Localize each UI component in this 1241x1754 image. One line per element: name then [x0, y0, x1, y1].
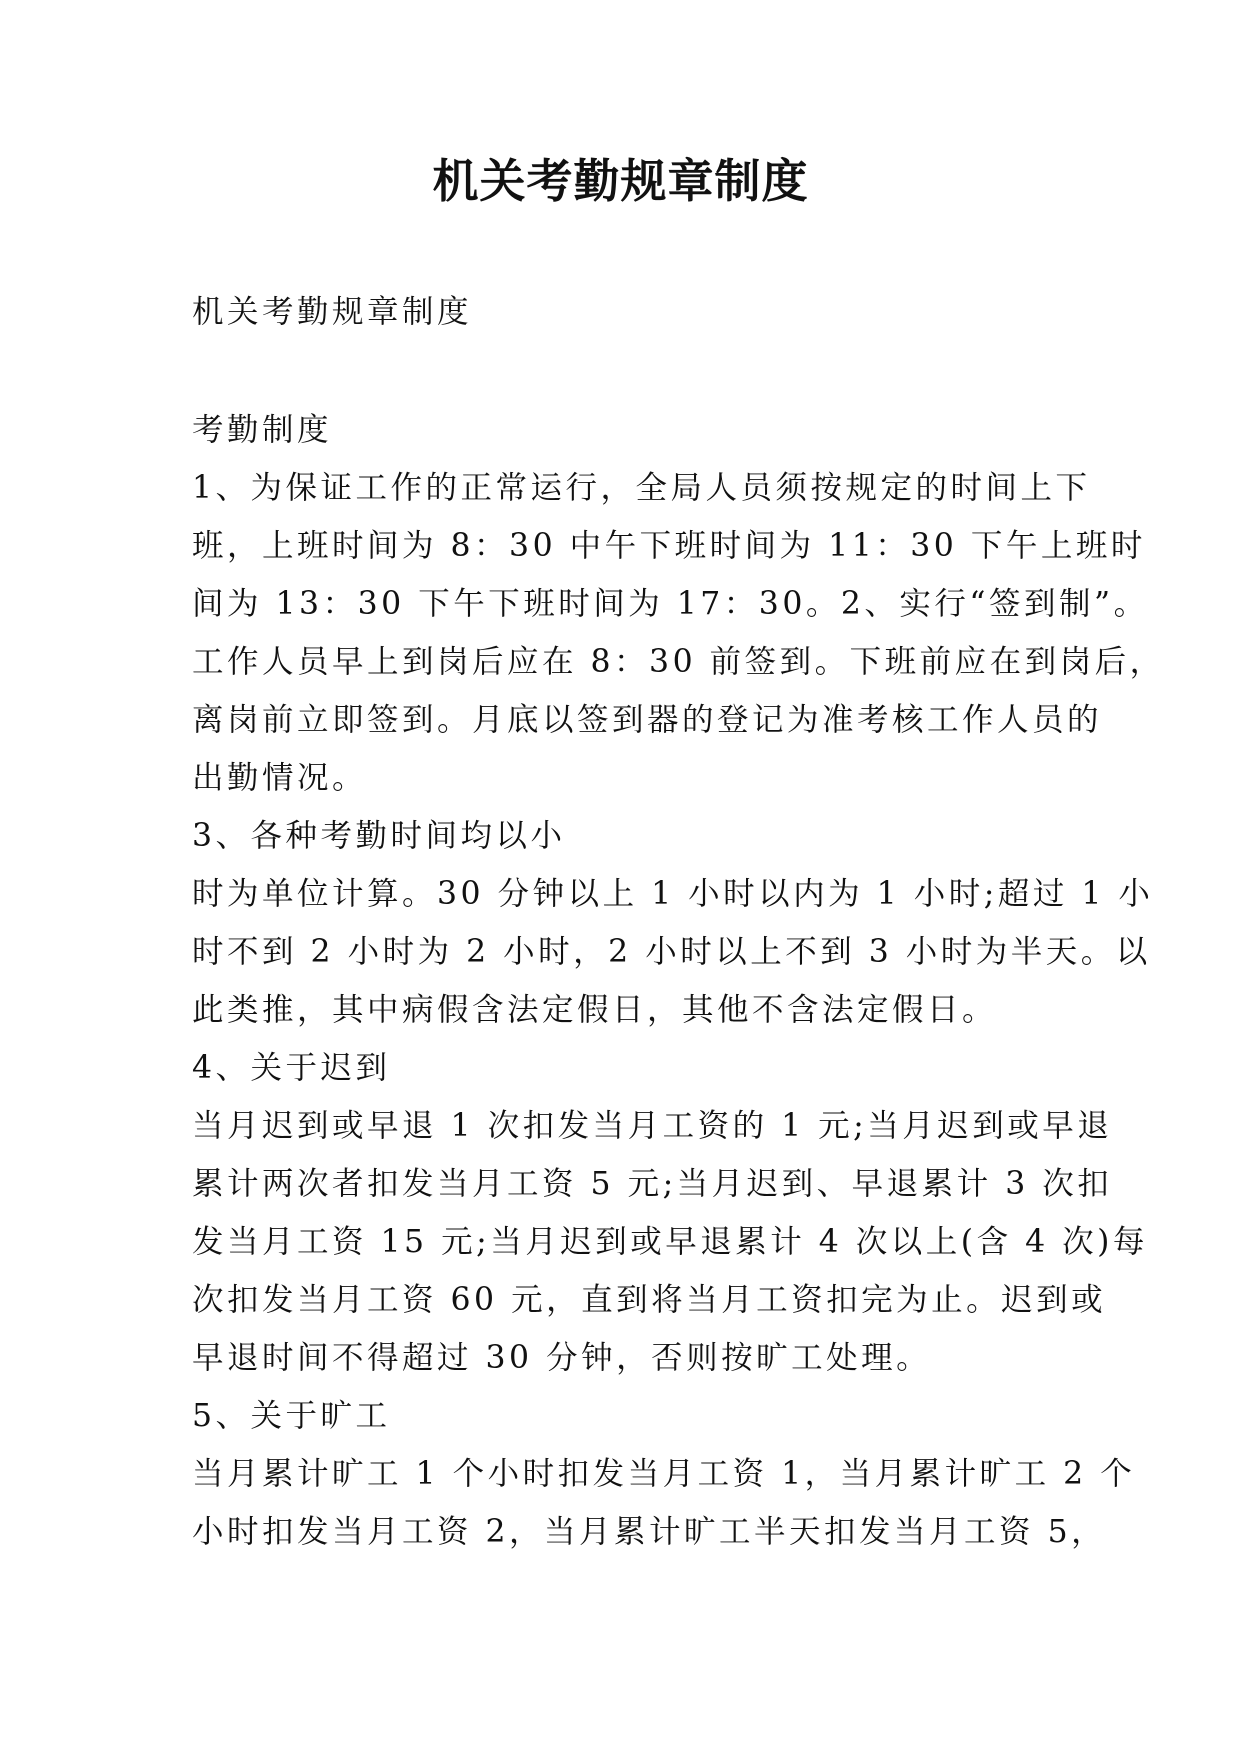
body-line: 1、为保证工作的正常运行，全局人员须按规定的时间上下 [192, 470, 1091, 506]
section-heading: 考勤制度 [192, 412, 333, 448]
body-line: 时为单位计算。30 分钟以上 1 小时以内为 1 小时;超过 1 小 [192, 876, 1154, 912]
body-line: 早退时间不得超过 30 分钟，否则按旷工处理。 [192, 1340, 932, 1376]
body-line: 累计两次者扣发当月工资 5 元;当月迟到、早退累计 3 次扣 [192, 1166, 1113, 1202]
document-body [192, 283, 1165, 1561]
body-line: 次扣发当月工资 60 元，直到将当月工资扣完为止。迟到或 [192, 1282, 1107, 1318]
body-line: 工作人员早上到岗后应在 8：30 前签到。下班前应在到岗后， [192, 644, 1165, 680]
body-line: 当月累计旷工 1 个小时扣发当月工资 1，当月累计旷工 2 个 [192, 1456, 1136, 1492]
document-title: 机关考勤规章制度 [432, 154, 809, 208]
document-subtitle: 机关考勤规章制度 [192, 294, 473, 330]
body-line: 发当月工资 15 元;当月迟到或早退累计 4 次以上(含 4 次)每 [192, 1224, 1148, 1260]
item-heading: 3、各种考勤时间均以小 [192, 818, 566, 854]
body-line: 间为 13：30 下午下班时间为 17：30。2、实行“签到制”。 [192, 586, 1149, 622]
body-line: 此类推，其中病假含法定假日，其他不含法定假日。 [192, 992, 998, 1028]
body-line: 出勤情况。 [192, 760, 368, 796]
body-line: 离岗前立即签到。月底以签到器的登记为准考核工作人员的 [192, 702, 1103, 738]
body-line: 时不到 2 小时为 2 小时，2 小时以上不到 3 小时为半天。以 [192, 934, 1151, 970]
body-line: 班，上班时间为 8：30 中午下班时间为 11：30 下午上班时 [192, 528, 1146, 564]
body-line: 当月迟到或早退 1 次扣发当月工资的 1 元;当月迟到或早退 [192, 1108, 1113, 1144]
paragraph-gap [192, 341, 1059, 401]
body-line: 小时扣发当月工资 2，当月累计旷工半天扣发当月工资 5， [192, 1514, 1107, 1550]
item-heading: 5、关于旷工 [192, 1398, 391, 1434]
item-heading: 4、关于迟到 [192, 1050, 391, 1086]
